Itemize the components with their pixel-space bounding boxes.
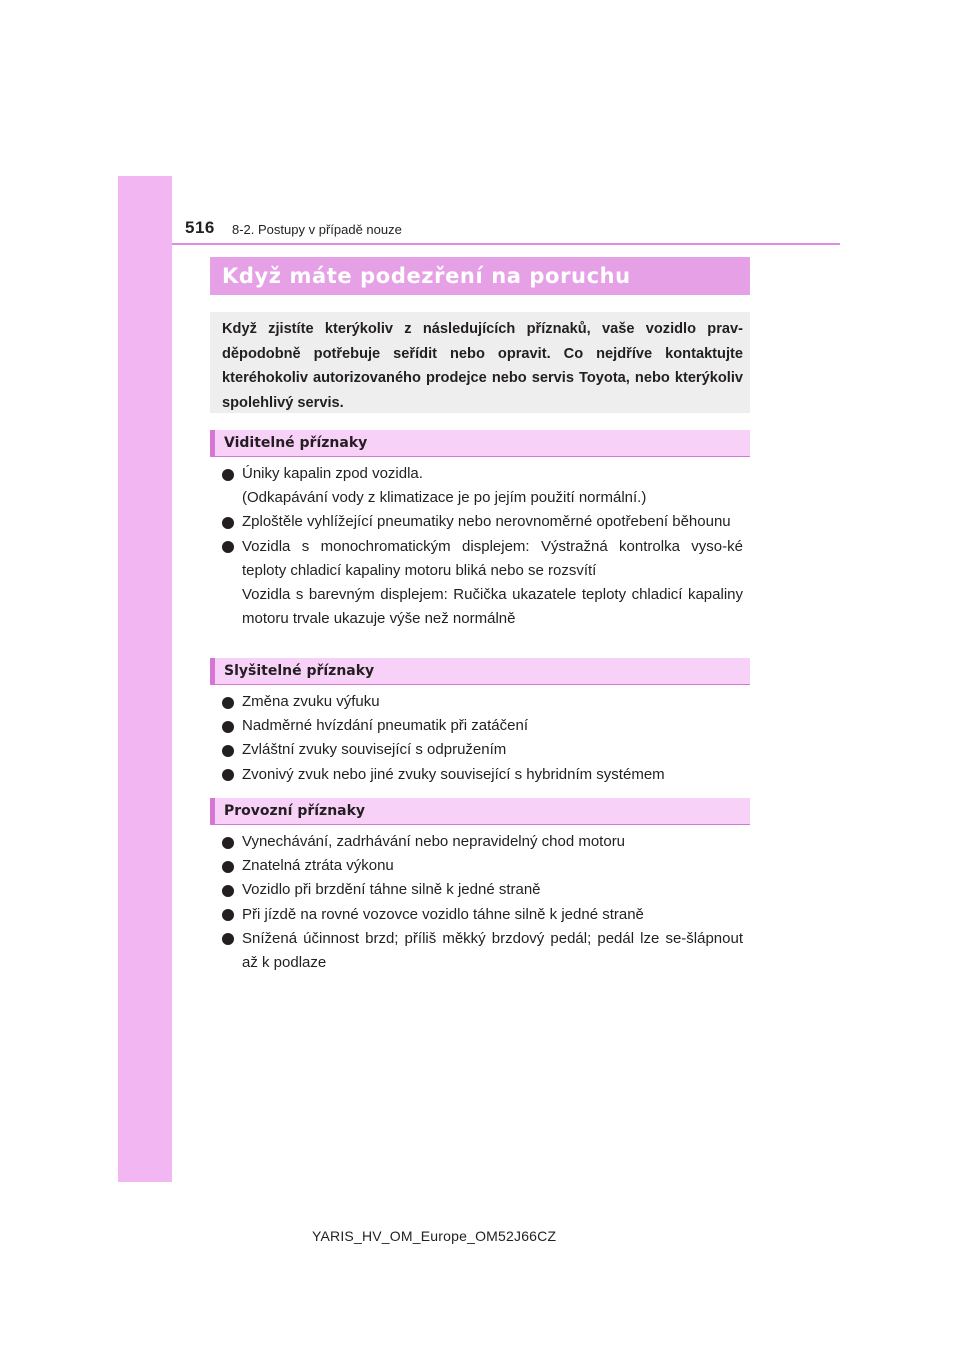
bullet-dot-icon bbox=[222, 541, 234, 553]
list-item bbox=[220, 830, 743, 854]
bullet-dot-icon bbox=[222, 933, 234, 945]
list-item-text: Znatelná ztráta výkonu bbox=[242, 857, 394, 875]
list-item bbox=[220, 927, 743, 975]
bullet-dot-icon bbox=[222, 517, 234, 529]
operational-symptoms-list bbox=[220, 830, 743, 975]
header-rule bbox=[172, 243, 840, 245]
list-item-text: Zploštěle vyhlížející pneumatiky nebo nerovnoměrné opotřebení běhounu bbox=[242, 513, 731, 531]
list-item bbox=[220, 510, 743, 534]
bullet-dot-icon bbox=[222, 861, 234, 873]
list-item-text: Zvláštní zvuky související s odpružením bbox=[242, 741, 507, 759]
list-item bbox=[220, 690, 743, 714]
bullet-dot-icon bbox=[222, 885, 234, 897]
bullet-dot-icon bbox=[222, 837, 234, 849]
subheading-audible-symptoms: Slyšitelné příznaky bbox=[210, 658, 750, 685]
intro-box bbox=[210, 312, 750, 413]
section-label: 8-2. Postupy v případě nouze bbox=[232, 222, 402, 237]
audible-symptoms-list bbox=[220, 690, 743, 787]
list-item-text: Úniky kapalin zpod vozidla. bbox=[242, 465, 423, 482]
list-item bbox=[220, 462, 743, 510]
intro-text: Když zjistíte kterýkoliv z následujících příznaků, vaše vozidlo prav-děpodobně potřebuje seřídit nebo opravit. Co nejdříve kontaktujte kteréhokoliv autorizovaného prodejce nebo servis Toyota, nebo kterýkoliv spolehlivý servis. bbox=[222, 321, 743, 411]
list-item bbox=[220, 878, 743, 902]
list-item bbox=[220, 903, 743, 927]
bullet-dot-icon bbox=[222, 909, 234, 921]
list-item-text: Zvonivý zvuk nebo jiné zvuky související s hybridním systémem bbox=[242, 765, 665, 783]
list-item-text: (Odkapávání vody z klimatizace je po jejím použití normální.) bbox=[242, 489, 647, 507]
list-item bbox=[220, 854, 743, 878]
subheading-visible-symptoms: Viditelné příznaky bbox=[210, 430, 750, 457]
chapter-side-tab bbox=[118, 176, 172, 1182]
page-number: 516 bbox=[185, 218, 215, 237]
list-item-text: Vynechávání, zadrhávání nebo nepravidelný chod motoru bbox=[242, 833, 626, 850]
bullet-dot-icon bbox=[222, 721, 234, 733]
list-item bbox=[220, 714, 743, 738]
list-item bbox=[220, 738, 743, 762]
list-item-text: Nadměrné hvízdání pneumatik při zatáčení bbox=[242, 717, 528, 735]
list-item-text: Změna zvuku výfuku bbox=[242, 693, 380, 710]
list-item bbox=[220, 763, 743, 787]
document-footer: YARIS_HV_OM_Europe_OM52J66CZ bbox=[312, 1228, 557, 1244]
list-item-text: Vozidla s barevným displejem: Ručička ukazatele teploty chladicí kapaliny motoru trvale ukazuje výše než normálně bbox=[242, 586, 743, 628]
list-item bbox=[220, 535, 743, 632]
list-item-text: Vozidlo při brzdění táhne silně k jedné straně bbox=[242, 881, 541, 899]
subheading-operational-symptoms: Provozní příznaky bbox=[210, 798, 750, 825]
list-item-text: Snížená účinnost brzd; příliš měkký brzdový pedál; pedál lze se-šlápnout až k podlaze bbox=[242, 929, 743, 972]
bullet-dot-icon bbox=[222, 469, 234, 481]
visible-symptoms-list bbox=[220, 462, 743, 631]
bullet-dot-icon bbox=[222, 697, 234, 709]
bullet-dot-icon bbox=[222, 745, 234, 757]
list-item-text: Při jízdě na rovné vozovce vozidlo táhne silně k jedné straně bbox=[242, 905, 644, 923]
page-title: Když máte podezření na poruchu bbox=[210, 257, 750, 295]
list-item-text: Vozidla s monochromatickým displejem: Výstražná kontrolka vyso-ké teploty chladicí kapaliny motoru bliká nebo se rozsvítí bbox=[242, 537, 743, 579]
bullet-dot-icon bbox=[222, 769, 234, 781]
